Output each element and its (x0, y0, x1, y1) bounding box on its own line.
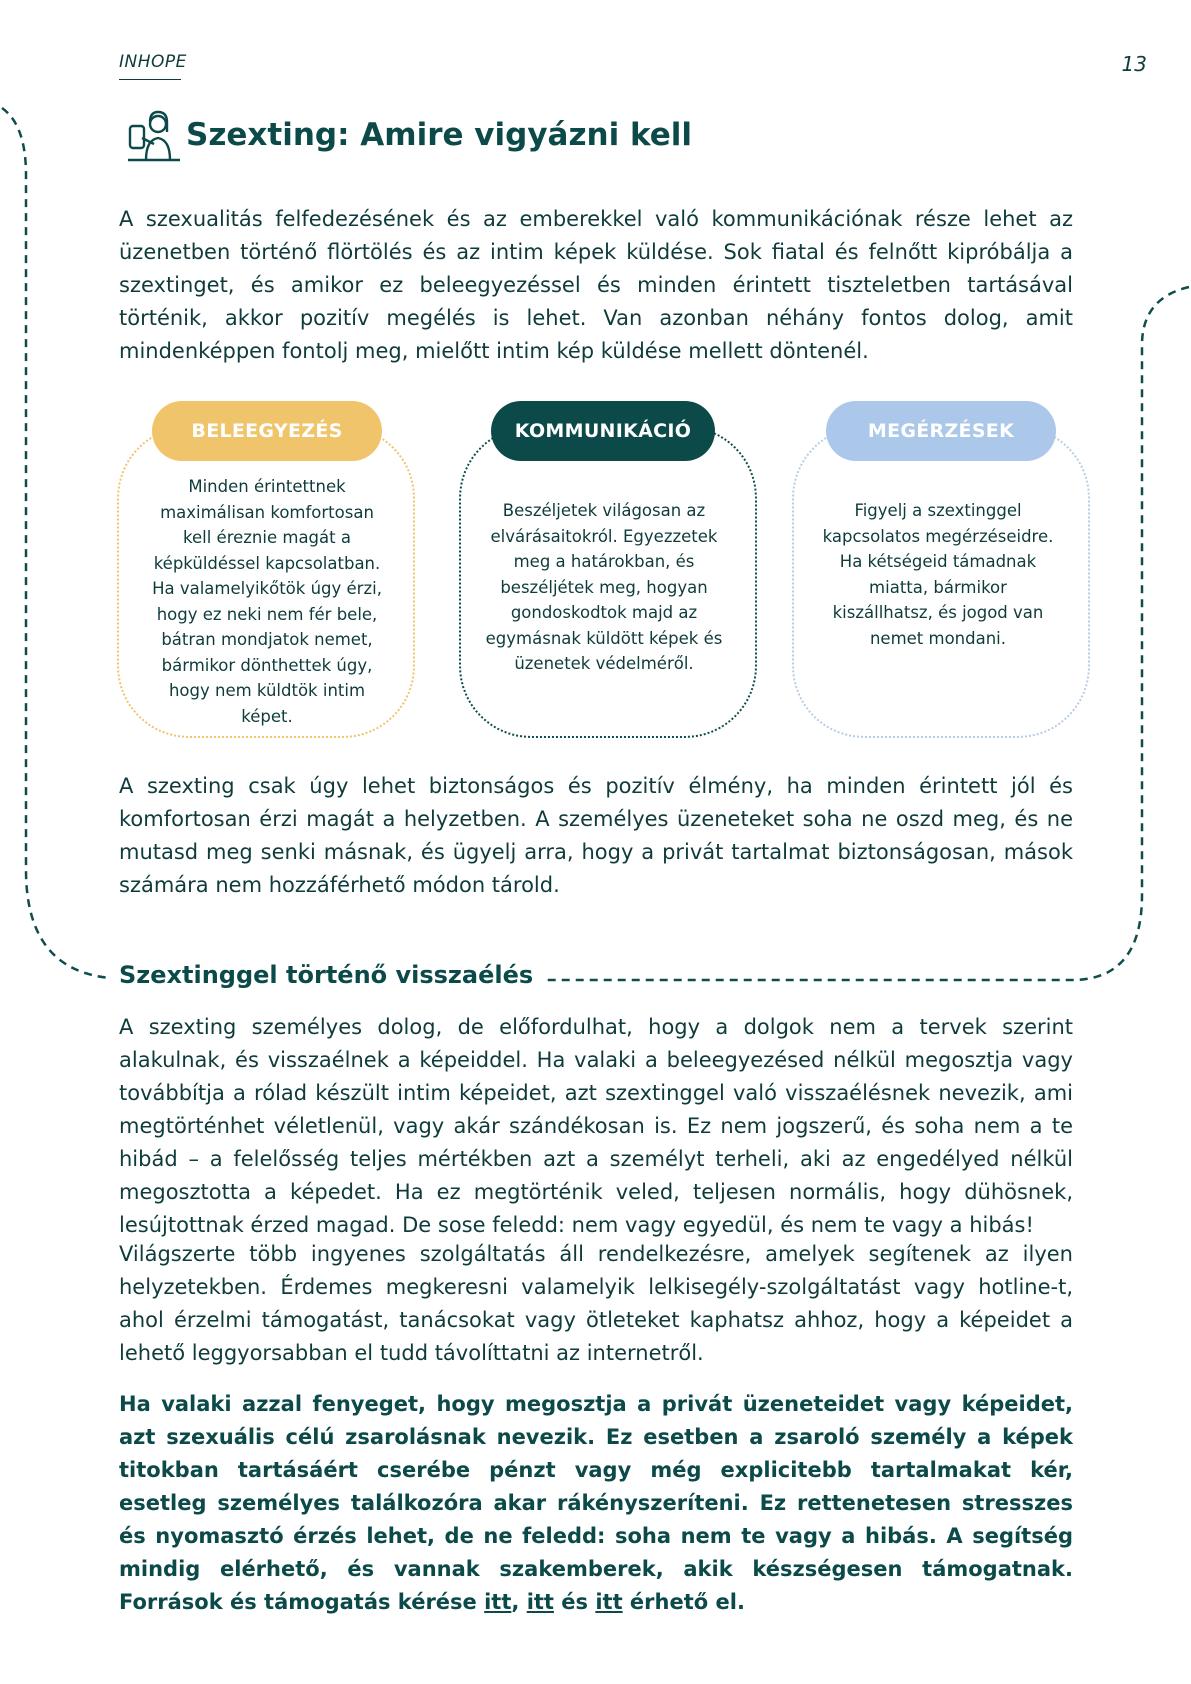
intuition-label: MEGÉRZÉSEK (826, 401, 1056, 461)
brand-label: INHOPE (119, 52, 187, 72)
page-number: 13 (1121, 52, 1147, 76)
sextortion-text: Ha valaki azzal fenyeget, hogy megosztja a privát üzeneteidet vagy képeidet, azt szexuális célú zsarolásnak nevezik. Ez esetben a zsaroló személy a képek titokban tartásáért cserébe pénzt vagy még explicitebb tartalmakat kér, esetleg személyes találkozóra akar rákényszeríteni. Ez rettenetesen stresszes és nyomasztó érzés lehet, de ne feledd: soha nem te vagy a hibás. A segítség mindig elérhető, és vannak szakemberek, akik készségesen támogatnak. Források és támogatás kérése (119, 1392, 1073, 1614)
safety-paragraph: A szexting csak úgy lehet biztonságos és pozitív élmény, ha minden érintett jól és komfortosan érzi magát a helyzetben. A személyes üzeneteket soha ne oszd meg, és ne mutasd meg senki másnak, és ügyelj arra, hogy a privát tartalmat biztonságosan, mások számára nem hozzáférhető módon tárold. (119, 774, 1073, 897)
abuse-paragraph-2: Világszerte több ingyenes szolgáltatás áll rendelkezésre, amelyek segítenek az ilyen helyzetekben. Érdemes megkeresni valamelyik lelkisegély-szolgáltatást vagy hotline-t, ahol érzelmi támogatást, tanácsokat vagy ötleteket kaphatsz ahhoz, hogy a képeidet a lehető leggyorsabban el tudd távolíttatni az internetről. (119, 1242, 1073, 1365)
communication-text: Beszéljetek világosan az elvárásaitokról. Egyezzetek meg a határokban, és beszéljétek meg, hogyan gondoskodtok majd az egymásnak küldött képek és üzenetek védelméről. (485, 501, 723, 673)
sextortion-ending: érhető el. (622, 1590, 745, 1614)
consent-text: Minden érintettnek maximálisan komfortosan kell éreznie magát a képküldéssel kapcsolatban. Ha valamelyikőtök úgy érzi, hogy ez neki nem fér bele, bátran mondjatok nemet, bármikor dönthettek úgy, hogy nem küldtök intim képet. (152, 477, 382, 726)
sextortion-paragraph (119, 1388, 1073, 1619)
link-separator-2: és (553, 1590, 596, 1614)
left-dashed-curve (2, 108, 110, 978)
resource-link-2[interactable]: itt (526, 1590, 554, 1614)
resource-link-1[interactable]: itt (484, 1590, 512, 1614)
link-separator-1: , (511, 1590, 527, 1614)
page-title: Szexting: Amire vigyázni kell (186, 117, 693, 153)
intro-paragraph: A szexualitás felfedezésének és az emberekkel való kommunikációnak része lehet az üzenetben történő flörtölés és az intim képek küldése. Sok fiatal és felnőtt kipróbálja a szextinget, és amikor ez beleegyezéssel és minden érintett tiszteletben tartásával történik, akkor pozitív megélés is lehet. Van azonban néhány fontos dolog, amit mindenképpen fontolj meg, mielőtt intim kép küldése mellett döntenél. (119, 207, 1073, 363)
communication-label: KOMMUNIKÁCIÓ (491, 401, 715, 461)
abuse-paragraph-1: A szexting személyes dolog, de előfordulhat, hogy a dolgok nem a tervek szerint alakulnak, és visszaélnek a képeiddel. Ha valaki a beleegyezésed nélkül megosztja vagy továbbítja a rólad készült intim képeidet, azt szextinggel való visszaélésnek nevezik, ami megtörténhet véletlenül, vagy akár szándékosan is. Ez nem jogszerű, és soha nem a te hibád – a felelősség teljes mértékben azt a személyt terheli, aki az engedélyed nélkül megosztotta a képedet. Ha ez megtörténik veled, teljesen normális, hogy dühösnek, lesújtottnak érzed magad. De sose feledd: nem vagy egyedül, és nem te vagy a hibás! (119, 1015, 1073, 1237)
brand-underline (119, 79, 181, 80)
person-phone-icon (126, 108, 182, 164)
consent-label: BELEEGYEZÉS (152, 401, 382, 461)
abuse-section-heading: Szextinggel történő visszaélés (119, 961, 543, 989)
resource-link-3[interactable]: itt (595, 1590, 623, 1614)
intuition-text: Figyelj a szextinggel kapcsolatos megérzéseidre. Ha kétségeid támadnak miatta, bármikor kiszállhatsz, és jogod van nemet mondani. (822, 501, 1054, 648)
